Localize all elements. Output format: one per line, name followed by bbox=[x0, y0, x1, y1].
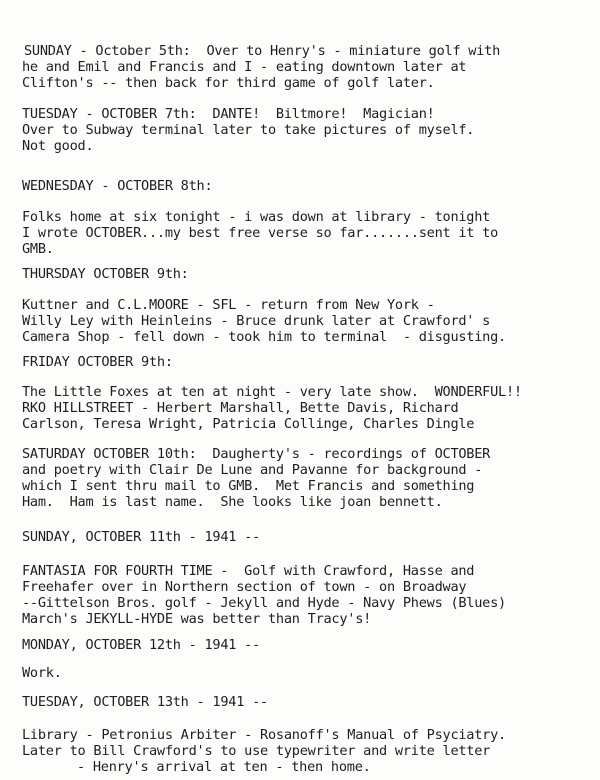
text-line: FANTASIA FOR FOURTH TIME - Golf with Crawford, Hasse and bbox=[22, 563, 475, 579]
text-line: Folks home at six tonight - i was down at library - tonight bbox=[22, 209, 491, 225]
text-line: GMB. bbox=[22, 241, 54, 257]
text-line: Ham. Ham is last name. She looks like joan bennett. bbox=[22, 494, 443, 510]
text-line: which I sent thru mail to GMB. Met Francis and something bbox=[22, 478, 475, 494]
text-line: Carlson, Teresa Wright, Patricia Collinge, Charles Dingle bbox=[22, 416, 475, 432]
text-line: SUNDAY, OCTOBER 11th - 1941 -- bbox=[22, 529, 261, 545]
text-line: he and Emil and Francis and I - eating downtown later at bbox=[22, 59, 467, 75]
text-line: SATURDAY OCTOBER 10th: Daugherty's - recordings of OCTOBER bbox=[22, 446, 491, 462]
text-line: and poetry with Clair De Lune and Pavanne for background - bbox=[22, 462, 483, 478]
text-line: I wrote OCTOBER...my best free verse so far.......sent it to bbox=[22, 225, 499, 241]
text-line: WEDNESDAY - OCTOBER 8th: bbox=[22, 178, 213, 194]
text-line: Library - Petronius Arbiter - Rosanoff's Manual of Psyciatry. bbox=[22, 727, 506, 743]
text-line: Work. bbox=[22, 665, 62, 681]
text-line: MONDAY, OCTOBER 12th - 1941 -- bbox=[22, 637, 261, 653]
text-line: Camera Shop - fell down - took him to terminal - disgusting. bbox=[22, 329, 506, 345]
text-line: March's JEKYLL-HYDE was better than Tracy's! bbox=[22, 611, 372, 627]
text-line: Willy Ley with Heinleins - Bruce drunk later at Crawford' s bbox=[22, 313, 491, 329]
text-line: TUESDAY, OCTOBER 13th - 1941 -- bbox=[22, 694, 268, 710]
text-line: THURSDAY OCTOBER 9th: bbox=[22, 266, 189, 282]
text-line: --Gittelson Bros. golf - Jekyll and Hyde - Navy Phews (Blues) bbox=[22, 595, 506, 611]
text-line: Kuttner and C.L.MOORE - SFL - return from New York - bbox=[22, 297, 435, 313]
text-line: Not good. bbox=[22, 138, 94, 154]
text-line: SUNDAY - October 5th: Over to Henry's - miniature golf with bbox=[24, 43, 501, 59]
text-line: TUESDAY - OCTOBER 7th: DANTE! Biltmore! Magician! bbox=[22, 106, 435, 122]
text-line: - Henry's arrival at ten - then home. bbox=[77, 759, 371, 775]
text-line: Later to Bill Crawford's to use typewriter and write letter bbox=[22, 743, 491, 759]
text-line: The Little Foxes at ten at night - very late show. WONDERFUL!! bbox=[22, 384, 522, 400]
text-line: RKO HILLSTREET - Herbert Marshall, Bette Davis, Richard bbox=[22, 400, 459, 416]
text-line: Clifton's -- then back for third game of golf later. bbox=[22, 75, 435, 91]
text-line: FRIDAY OCTOBER 9th: bbox=[22, 354, 173, 370]
text-line: Freehafer over in Northern section of town - on Broadway bbox=[22, 579, 467, 595]
text-line: Over to Subway terminal later to take pictures of myself. bbox=[22, 122, 475, 138]
